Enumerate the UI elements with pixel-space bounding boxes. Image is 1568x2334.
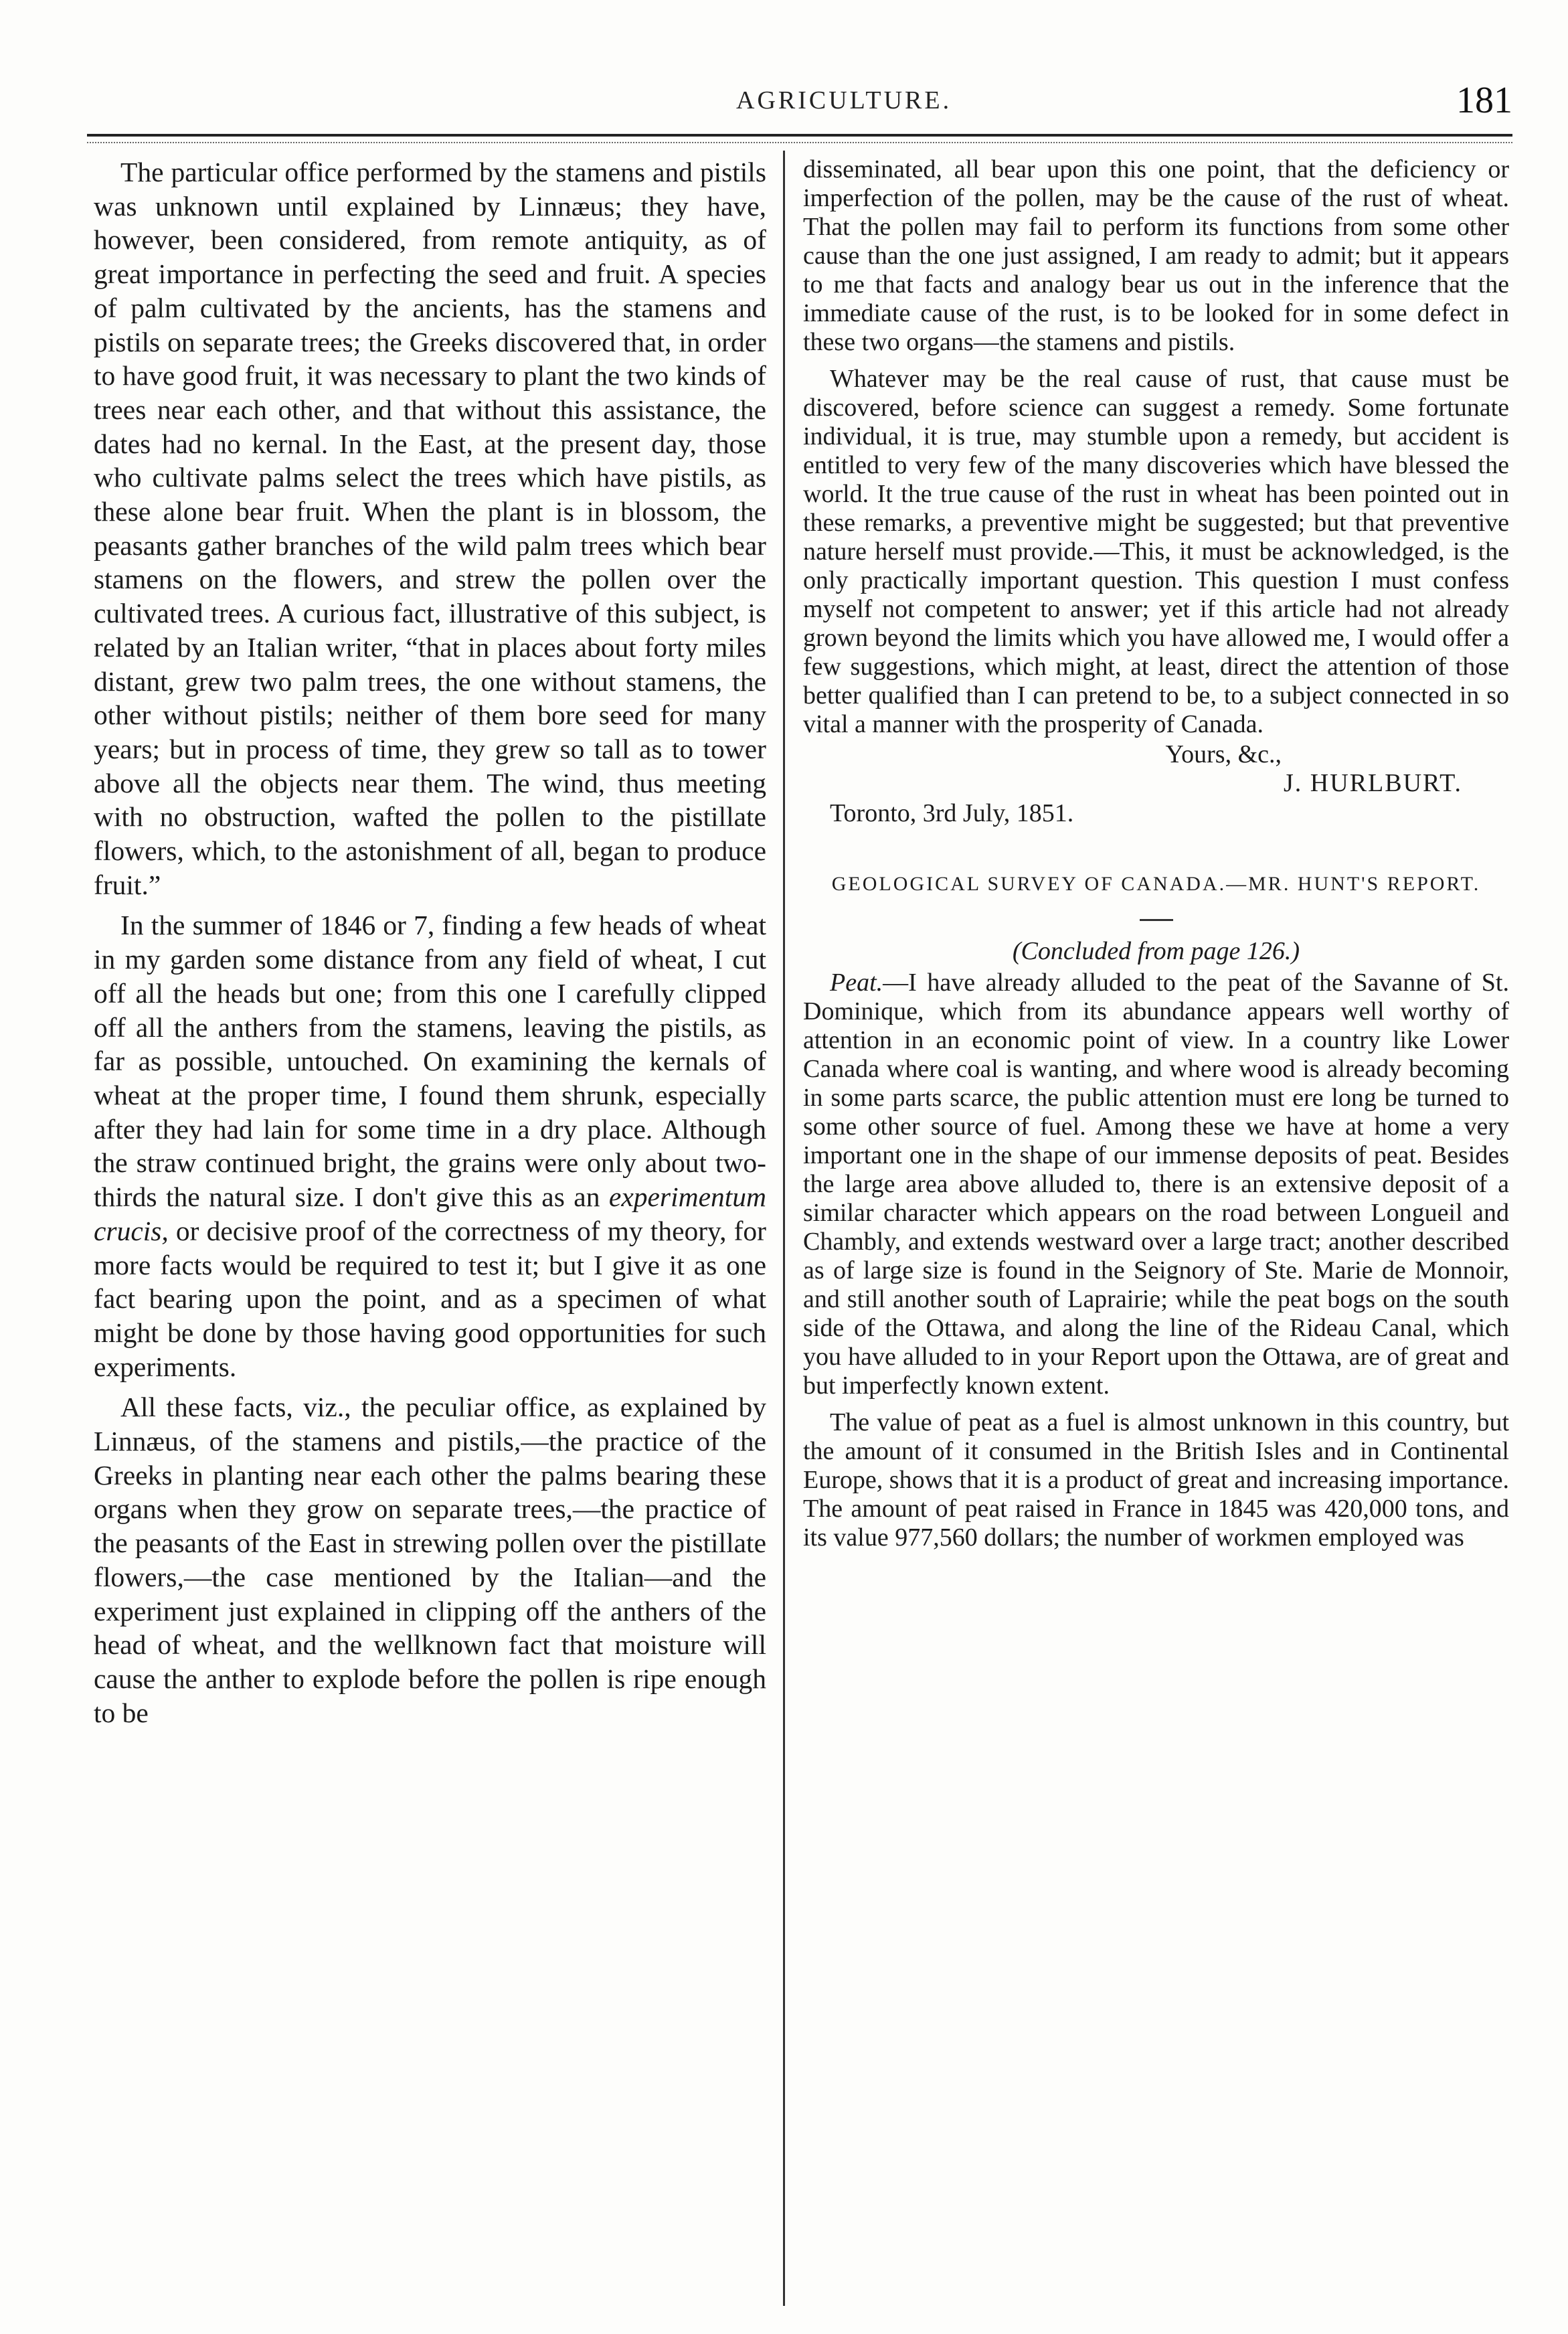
section-rule [1140, 919, 1173, 921]
final-paragraph: The value of peat as a fuel is almost unknown in this country, but the amount of it consumed in the British Isles and in Continental Europe, shows that it is a product of great and increasing importance. The amount of peat raised in France in 1845 was 420,000 tons, and its value 977,560 dollars; the number of workmen employed was [803, 1408, 1509, 1552]
latin-phrase: experimentum crucis, [94, 1181, 766, 1246]
left-paragraph-2-tail: or decisive proof of the correctness of my theory, for more facts would be required to test it; but I give it as one fact bearing upon the point, and as a specimen of what might be done by those having good opportunities for such experiments. [94, 1215, 766, 1382]
running-head: AGRICULTURE. [736, 86, 952, 114]
letter-closing: Yours, &c., [1165, 740, 1282, 768]
left-paragraph-3: All these facts, viz., the peculiar office, as explained by Linnæus, of the stamens and pistils,—the practice of the Greeks in planting near each other the palms bearing these organs when they grow on separate trees,—the practice of the peasants of the East in strewing pollen over the pistillate flowers,—the case mentioned by the Italian—and the experiment just explained in clipping off the anthers of the head of wheat, and the wellknown fact that moisture will cause the anther to explode before the pollen is ripe enough to be [94, 1392, 766, 1728]
peat-paragraph-text: —I have already alluded to the peat of the Savanne of St. Dominique, which from its abundance appears well worthy of attention in an economic point of view. In a country like Lower Canada where coal is wanting, and where wood is already becoming in some parts scarce, the public attention must ere long be turned to some other source of fuel. Among these we have at home a very important one in the shape of our immense deposits of peat. Besides the large area above alluded to, there is an extensive deposit of a similar character which appears on the road between Longueil and Chambly, and extends westward over a large tract; another described as of large size is found in the Seignory of Ste. Marie de Monnoir, and still another south of Laprairie; while the peat bogs on the south side of the Ottawa, and along the line of the Rideau Canal, which you have alluded to in your Report upon the Ottawa, are of great and but imperfectly known extent. [803, 969, 1509, 1400]
letter-dateline: Toronto, 3rd July, 1851. [830, 799, 1074, 827]
column-divider [783, 151, 785, 2306]
left-column [94, 155, 766, 1730]
letter-signature: J. HURLBURT. [1284, 769, 1462, 797]
page-number: 181 [1456, 80, 1512, 121]
right-paragraph-1: disseminated, all bear upon this one point, that the deficiency or imperfection of the pollen, may be the cause of the rust of wheat. That the pollen may fail to perform its functions from some other cause than the one just assigned, I am ready to admit; but it appears to me that facts and analogy bear us out in the inference that the immediate cause of the rust, is to be looked for in some defect in these two organs—the stamens and pistils. [803, 155, 1509, 356]
header-rule [87, 134, 1512, 137]
left-paragraph-2 [94, 908, 766, 1384]
header-dotted-rule [87, 142, 1512, 143]
peat-paragraph [803, 969, 1509, 1400]
left-paragraph-2-text: In the summer of 1846 or 7, finding a few heads of wheat in my garden some distance from any field of wheat, I cut off all the heads but one; from this one I carefully clipped off all the anthers from the stamens, leaving the pistils, as far as possible, untouched. On examining the kernals of wheat at the proper time, I found them shrunk, especially after they had lain for some time in a dry place. Although the straw continued bright, the grains were only about two-thirds the natural size. I don't give this as an [94, 910, 766, 1213]
peat-lead: Peat. [830, 969, 883, 997]
right-column [803, 155, 1509, 1552]
left-paragraph-1: The particular office performed by the stamens and pistils was unknown until explained by Linnæus; they have, however, been considered, from remote antiquity, as of great importance in perfecting the seed and fruit. A species of palm cultivated by the ancients, has the stamens and pistils on separate trees; the Greeks discovered that, in order to have good fruit, it was necessary to plant the two kinds of trees near each other, and that without this assistance, the dates had no kernal. In the East, at the present day, those who cultivate palms select the trees which have pistils, as these alone bear fruit. When the plant is in blossom, the peasants gather branches of the wild palm trees which bear stamens on the flowers, and strew the pollen over the cultivated trees. A curious fact, illustrative of this subject, is related by an Italian writer, “that in places about forty miles distant, grew two palm trees, the one without stamens, the other without pistils; neither of them bore seed for many years; but in process of time, they grew so tall as to tower above all the objects near them. The wind, thus meeting with no obstruction, wafted the pollen to the pistillate flowers, which, to the astonishment of all, began to produce fruit.” [94, 157, 766, 900]
right-paragraph-2: Whatever may be the real cause of rust, that cause must be discovered, before science can suggest a remedy. Some fortunate individual, it is true, may stumble upon a remedy, but accident is entitled to very few of the many discoveries which have blessed the world. It the true cause of the rust in wheat has been pointed out in these remarks, a preventive might be suggested; but that preventive nature herself must provide.—This, it must be acknowledged, is the only practically important question. This question I must confess myself not competent to answer; yet if this article had not already grown beyond the limits which you have allowed me, I would offer a few suggestions, which might, at least, direct the attention of those better qualified than I can pretend to be, to a subject connected in so vital a manner with the prosperity of Canada. [803, 365, 1509, 738]
continued-note: (Concluded from page 126.) [1012, 937, 1300, 965]
section-heading: GEOLOGICAL SURVEY OF CANADA.—MR. HUNT'S REPORT. [831, 873, 1481, 895]
